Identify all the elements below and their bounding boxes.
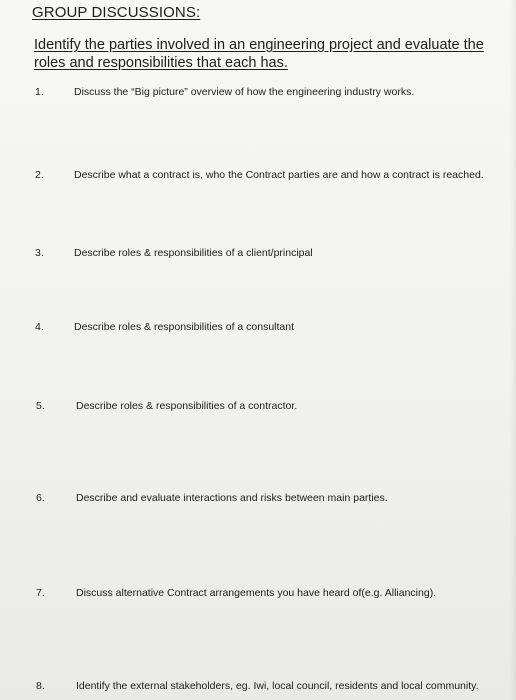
question-number: 5. (36, 400, 45, 412)
question-text: Identify the external stakeholders, eg. Iwi, local council, residents and local community. (76, 680, 479, 692)
question-number: 4. (35, 321, 44, 333)
question-text: Describe and evaluate interactions and risks between main parties. (76, 492, 388, 504)
question-item (0, 587, 516, 603)
page-heading: GROUP DISCUSSIONS: (32, 4, 201, 21)
question-item (0, 680, 516, 696)
question-item (0, 86, 516, 102)
task-statement: Identify the parties involved in an engineering project and evaluate the roles and responsibilities that each has. (34, 37, 484, 71)
question-item (0, 400, 516, 416)
question-text: Describe roles & responsibilities of a contractor. (76, 400, 298, 412)
question-item (0, 169, 516, 185)
question-text: Describe roles & responsibilities of a client/principal (74, 247, 313, 259)
question-number: 2. (35, 169, 44, 181)
question-item (0, 321, 516, 337)
question-text: Discuss alternative Contract arrangements you have heard of(e.g. Alliancing). (76, 587, 437, 599)
question-number: 1. (35, 86, 44, 98)
question-number: 8. (36, 680, 45, 692)
question-number: 3. (35, 247, 44, 259)
question-item (0, 247, 516, 263)
question-number: 7. (36, 587, 45, 599)
question-text: Describe roles & responsibilities of a consultant (74, 321, 295, 333)
question-text: Describe what a contract is, who the Contract parties are and how a contract is reached. (74, 169, 484, 181)
question-text: Discuss the “Big picture” overview of how the engineering industry works. (74, 86, 415, 98)
question-item (0, 492, 516, 508)
question-number: 6. (36, 492, 45, 504)
